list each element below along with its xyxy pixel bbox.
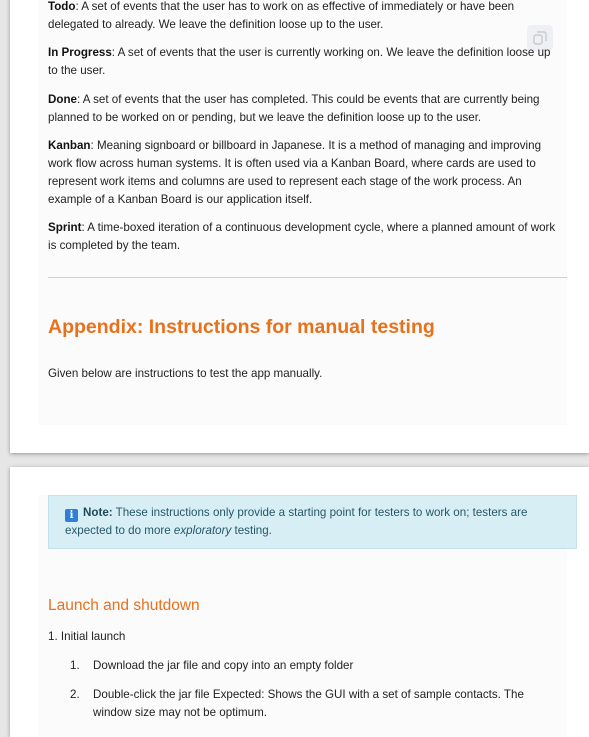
glossary-term: Done <box>48 93 77 106</box>
page-1-content <box>38 0 567 425</box>
glossary-definition: : Meaning signboard or billboard in Japanese. It is a method of managing and improving work flow across human systems. It is often used via a Kanban Board, where cards are used to represent work items and columns are used to represent each stage of the work process. An example of a Kanban Board is our application itself. <box>48 139 542 206</box>
glossary-done <box>38 91 567 127</box>
glossary-in-progress <box>38 44 567 80</box>
document-page-2 <box>10 467 589 737</box>
list-item-initial-launch <box>48 628 125 646</box>
note-text-end: testing. <box>231 524 272 537</box>
glossary-definition: : A set of events that the user is currently working on. We leave the definition loose up to the user. <box>48 46 551 77</box>
appendix-heading: Appendix: Instructions for manual testing <box>48 316 435 338</box>
document-page-1 <box>10 0 589 453</box>
appendix-intro: Given below are instructions to test the app manually. <box>48 367 323 380</box>
list-text: Double-click the jar file Expected: Shows the GUI with a set of sample contacts. The window size may not be optimum. <box>93 688 524 719</box>
glossary-term: In Progress <box>48 46 112 59</box>
list-number: 1. <box>70 659 80 672</box>
glossary-definition: : A set of events that the user has completed. This could be events that are currently being planned to be worked on or pending, but we leave the definition loose up to the user. <box>48 93 540 124</box>
note-box <box>48 495 577 549</box>
list-item <box>70 657 557 675</box>
info-icon: i <box>65 509 78 522</box>
section-divider <box>48 277 567 278</box>
glossary-sprint <box>38 219 567 255</box>
list-text: Initial launch <box>60 630 126 643</box>
note-label: Note: <box>83 506 113 519</box>
glossary-term: Kanban <box>48 139 91 152</box>
note-emphasis: exploratory <box>173 524 232 537</box>
page-2-content <box>38 495 567 737</box>
list-number: 2. <box>70 688 80 701</box>
glossary-kanban <box>38 137 567 209</box>
glossary-definition: : A set of events that the user has to work on as effective of immediately or have been delegated to already. We leave the definition loose up to the user. <box>48 0 515 31</box>
list-item <box>70 686 561 722</box>
glossary-todo <box>38 0 567 34</box>
glossary-term: Sprint <box>48 221 82 234</box>
note-text: These instructions only provide a starting point for testers to work on; testers are expected to do more <box>65 506 528 537</box>
list-number: 1. <box>48 630 58 643</box>
list-text: Download the jar file and copy into an empty folder <box>93 659 354 672</box>
glossary-term: Todo <box>48 0 76 13</box>
launch-section-heading: Launch and shutdown <box>48 597 200 614</box>
glossary-definition: : A time-boxed iteration of a continuous development cycle, where a planned amount of work is completed by the team. <box>48 221 556 252</box>
